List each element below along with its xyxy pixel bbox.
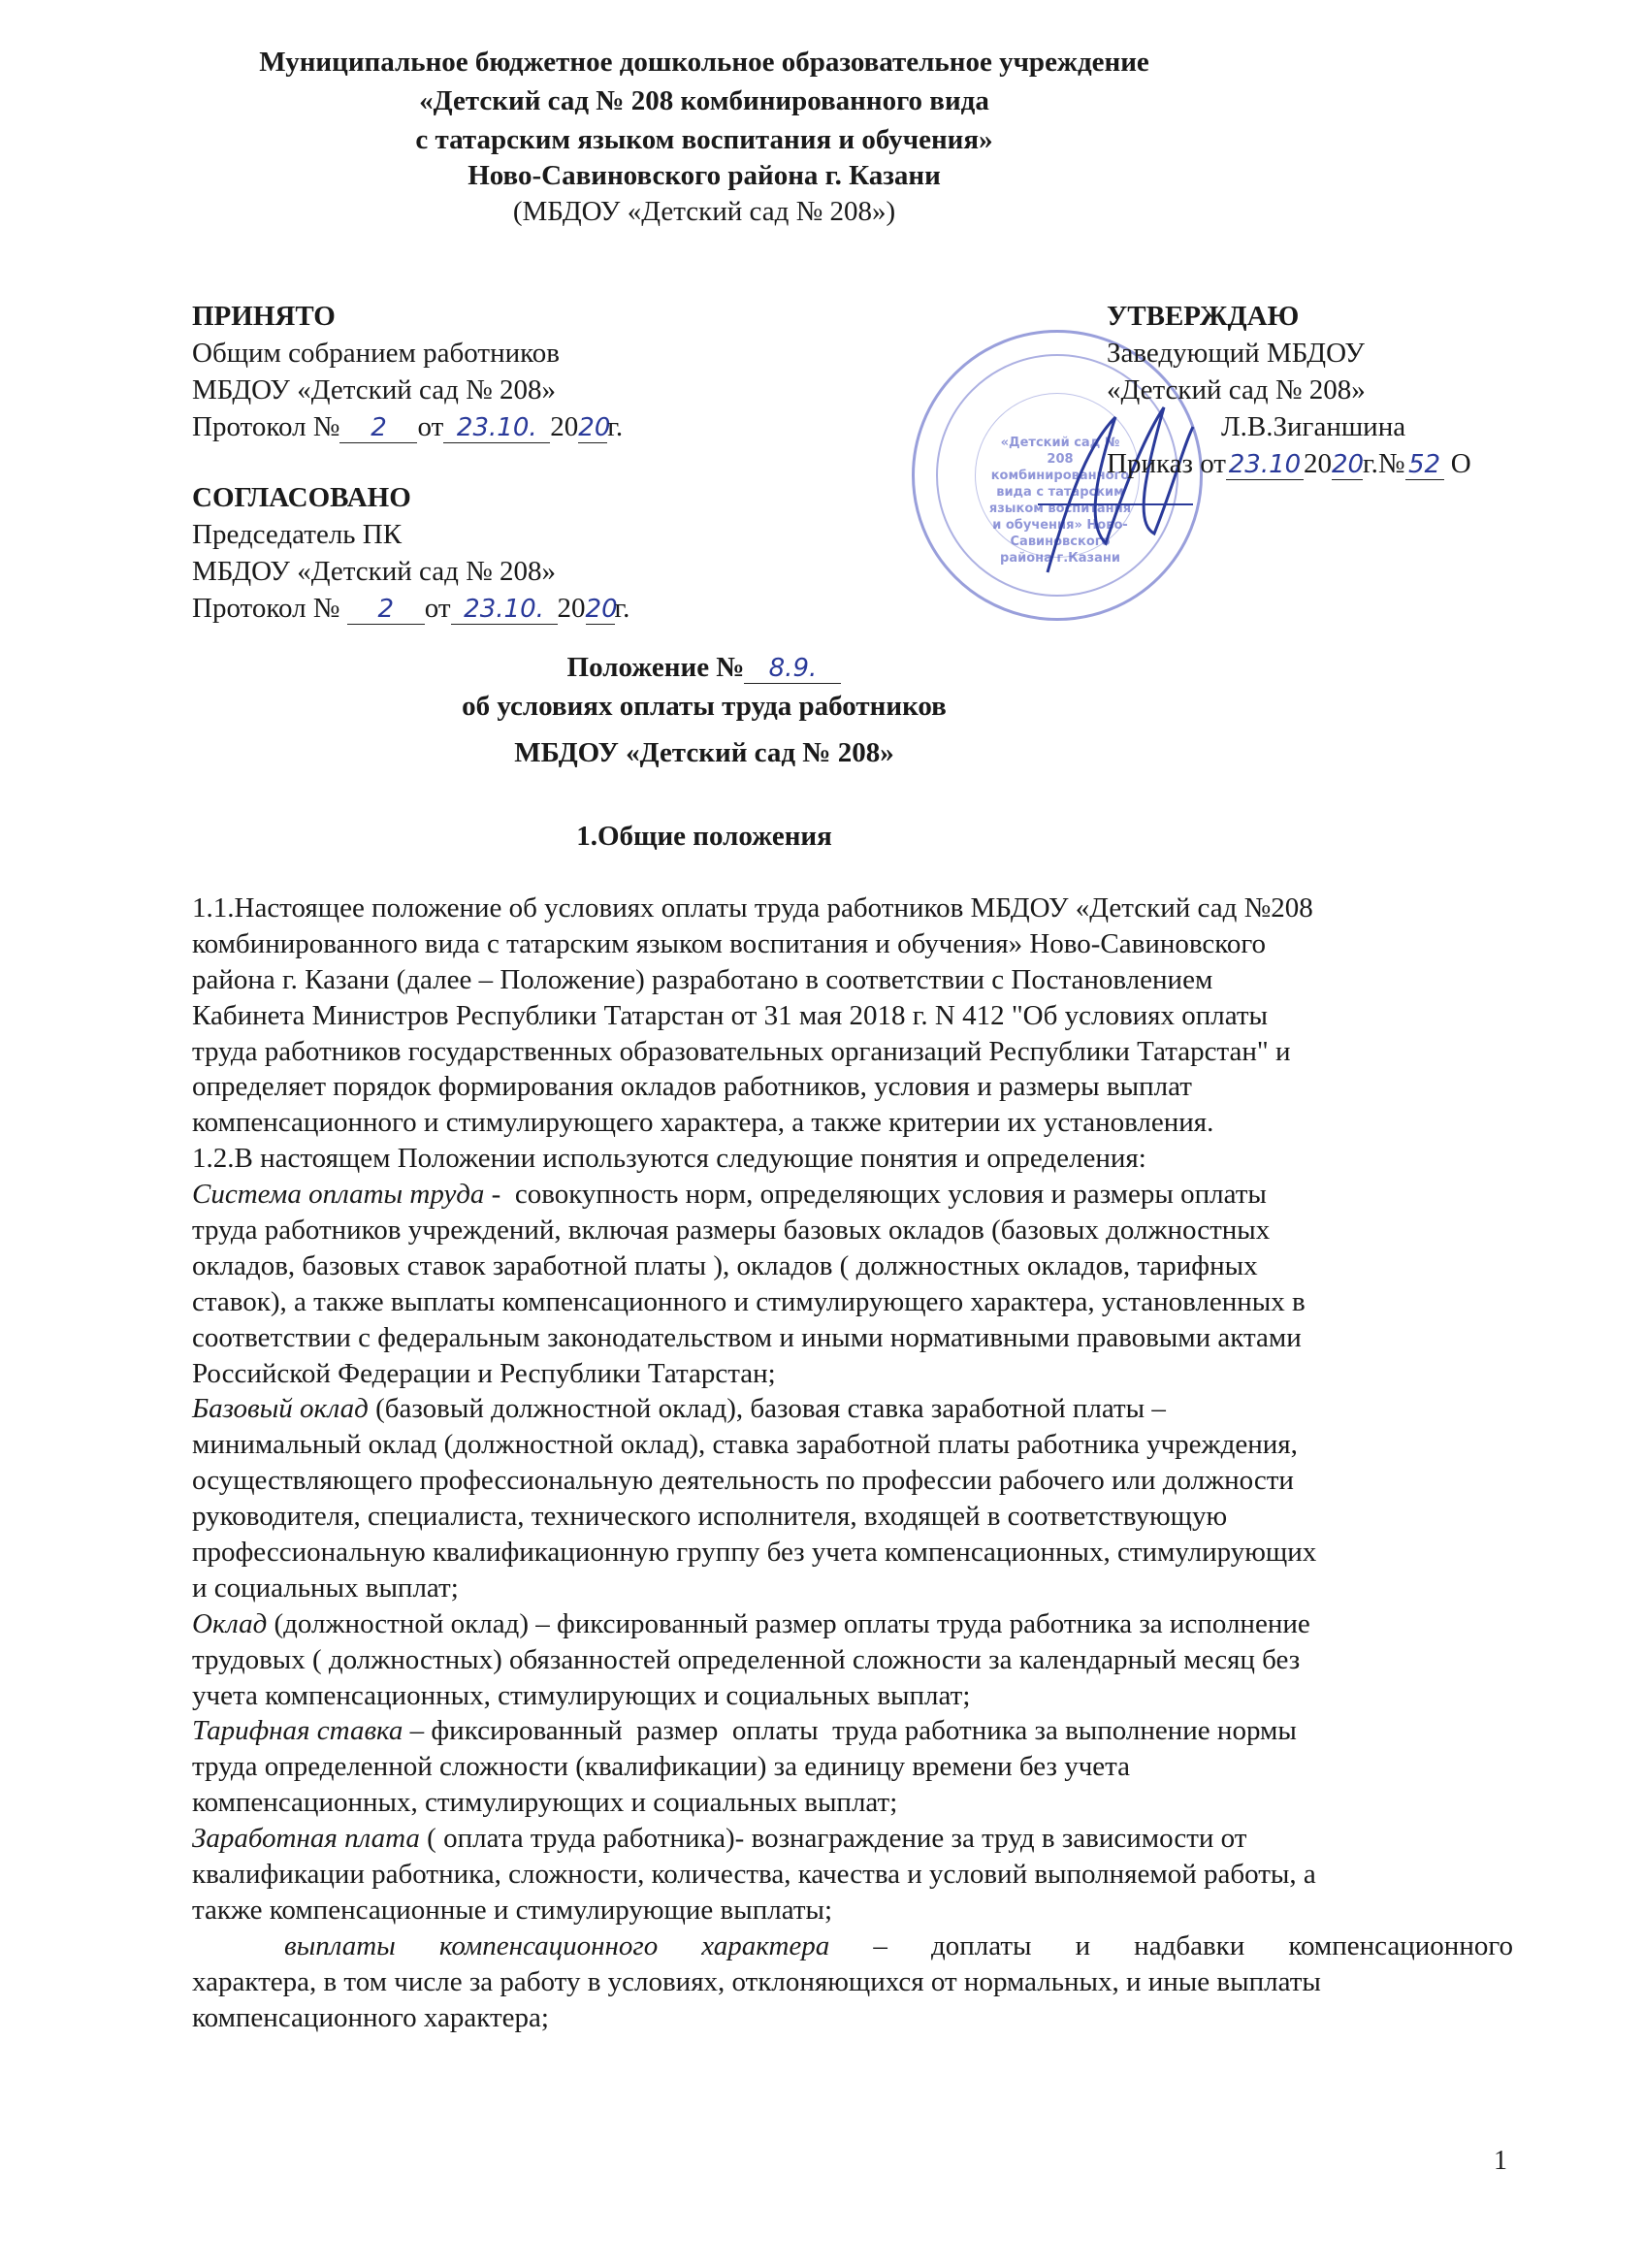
defined-term: Заработная плата [192,1823,420,1855]
order-number-label: г.№ [1362,448,1405,479]
approved-order [1107,445,1471,482]
body-line [192,1606,1513,1642]
order-label: Приказ от [1107,448,1226,479]
body-line [192,1893,1513,1928]
body-text-segment: и социальных выплат; [192,1571,459,1604]
body-text-segment: труда определенной сложности (квалификации) за единицу времени без учета [192,1751,1131,1783]
body-line [192,1821,1513,1857]
protocol-number-handwritten: 2 [347,595,425,625]
agreed-line-2: МБДОУ «Детский сад № 208» [192,556,557,587]
agreed-block [192,479,629,627]
approved-line-2: «Детский сад № 208» [1107,374,1366,405]
from-label: от [424,593,451,624]
protocol-number-handwritten: 2 [339,413,417,443]
accepted-protocol [192,408,623,445]
year-handwritten: 20 [578,413,611,442]
year-prefix: 20 [550,411,579,442]
title-prefix: Положение № [566,652,745,683]
body-text-segment: Российской Федерации и Республики Татарстан; [192,1357,776,1389]
protocol-label: Протокол № [192,593,340,624]
body-line [192,1141,1513,1177]
body-text-segment: трудовых ( должностных) обязанностей определенной сложности за календарный месяц без [192,1643,1301,1675]
protocol-label: Протокол № [192,411,340,442]
body-line [192,1785,1513,1821]
body-line [192,1642,1513,1678]
body-text-segment: 1.1.Настоящее положение об условиях оплаты труда работников МБДОУ «Детский сад №208 [192,892,1313,923]
body-line [192,1678,1513,1714]
body-text-segment: 1.2.В настоящем Положении используются следующие понятия и определения: [192,1143,1146,1175]
body-text-segment: ( оплата труда работника)- вознаграждение за труд в зависимости от [419,1823,1247,1855]
body-line [192,1177,1513,1213]
body-text-segment: определяет порядок формирования окладов работников, условия и размеры выплат [192,1071,1192,1103]
body-text-segment: ставок), а также выплаты компенсационного и стимулирующего характера, установленных в [192,1285,1306,1317]
body-text-segment: характера, в том числе за работу в условиях, отклоняющихся от нормальных, и иные выплаты [192,1965,1321,1997]
defined-term: Базовый оклад [192,1393,369,1425]
body-text-segment: также компенсационные и стимулирующие выплаты; [192,1894,833,1926]
body-text-segment: (должностной оклад) – фиксированный размер оплаты труда работника за исполнение [267,1607,1310,1639]
defined-term: Тарифная ставка [192,1715,403,1747]
body-line [192,1356,1513,1392]
body-text-segment: квалификации работника, сложности, количества, качества и условий выполняемой работы, а [192,1859,1316,1891]
body-text-segment: Кабинета Министров Республики Татарстан от 31 мая 2018 г. N 412 "Об условиях оплаты [192,999,1269,1031]
body-line [192,926,1513,962]
org-name-line-3: с татарским языком воспитания и обучения» [415,124,993,155]
agreed-title: СОГЛАСОВАНО [192,482,411,513]
order-date-handwritten: 23.10 [1226,450,1304,480]
section-heading: 1.Общие положения [576,821,832,852]
body-text [192,891,1513,2036]
accepted-line-2: МБДОУ «Детский сад № 208» [192,374,557,405]
body-line [192,962,1513,998]
body-line [192,1105,1513,1141]
title-line-2: об условиях оплаты труда работников [462,691,947,722]
body-text-segment: – доплаты и надбавки компенсационного [873,1929,1514,1961]
body-line [192,2000,1513,2036]
body-line [192,1391,1513,1427]
body-line [192,1857,1513,1893]
body-line [192,1034,1513,1070]
body-text-segment: окладов, базовых ставок заработной платы ), окладов ( должностных окладов, тарифных [192,1249,1258,1281]
defined-term: Оклад [192,1607,268,1639]
body-line [192,1713,1513,1749]
body-line [192,1749,1513,1785]
approved-block [1107,298,1471,482]
body-text-segment: района г. Казани (далее – Положение) разработано в соответствии с Постановлением [192,963,1213,995]
body-text-segment: труда работников государственных образовательных организаций Республики Татарстан" и [192,1035,1291,1067]
approved-line-1: Заведующий МБДОУ [1107,338,1365,369]
from-label: от [417,411,444,442]
page-number: 1 [1494,2146,1507,2176]
year-prefix: 20 [557,593,586,624]
year-handwritten: 20 [585,595,618,624]
body-line [192,1571,1513,1606]
body-text-segment: профессиональную квалификационную группу без учета компенсационных, стимулирующих [192,1537,1317,1569]
title-line-3: МБДОУ «Детский сад № 208» [514,737,894,768]
org-short-name: (МБДОУ «Детский сад № 208») [512,196,896,227]
body-line [192,1213,1513,1248]
body-line [192,1964,1513,2000]
org-name-line-4: Ново-Савиновского района г. Казани [468,160,941,191]
accepted-block [192,298,623,445]
body-line [192,998,1513,1034]
body-line [192,1248,1513,1284]
year-handwritten: 20 [1331,450,1365,479]
agreed-line-1: Председатель ПК [192,519,403,550]
body-text-segment: компенсационных, стимулирующих и социальных выплат; [192,1787,898,1819]
accepted-title: ПРИНЯТО [192,301,336,332]
year-suffix: г. [614,593,630,624]
title-number-handwritten: 8.9. [744,654,841,684]
body-text-segment: учета компенсационных, стимулирующих и социальных выплат; [192,1679,971,1711]
body-line [192,1069,1513,1105]
body-line [192,1535,1513,1571]
org-name-line-1: Муниципальное бюджетное дошкольное образовательное учреждение [259,47,1149,78]
order-number-handwritten: 52 [1405,450,1444,480]
body-text-segment: (базовый должностной оклад), базовая ставка заработной платы – [368,1393,1166,1425]
defined-term: выплаты компенсационного характера [284,1929,830,1961]
body-line [192,891,1513,926]
body-text-segment: труда работников учреждений, включая размеры базовых окладов (базовых должностных [192,1215,1271,1247]
body-text-segment: комбинированного вида с татарским языком воспитания и обучения» Ново-Савиновского [192,927,1267,959]
body-text-segment: руководителя, специалиста, технического исполнителя, входящей в соответствующую [192,1501,1228,1533]
approved-signer: Л.В.Зиганшина [1221,411,1406,442]
year-prefix: 20 [1303,448,1332,479]
body-text-segment: минимальный оклад (должностной оклад), ставка заработной платы работника учреждения, [192,1429,1298,1461]
body-text-segment: совокупность норм, определяющих условия и размеры оплаты [500,1179,1267,1211]
protocol-date-handwritten: 23.10. [451,595,558,625]
org-name-line-2: «Детский сад № 208 комбинированного вида [419,85,989,116]
year-suffix: г. [607,411,624,442]
body-text-segment: компенсационного характера; [192,2001,549,2033]
order-suffix: О [1450,448,1471,479]
body-line [192,1284,1513,1320]
body-line [192,1427,1513,1463]
body-text-segment: осуществляющего профессиональную деятельность по профессии рабочего или должности [192,1465,1294,1497]
accepted-line-1: Общим собранием работников [192,338,560,369]
stamp-text: «Детский сад № 208 комбинированного вида с татарским языком воспитания и обучения» Ново-Савиновского района г.Казани [988,436,1132,566]
body-line [192,1928,1513,1964]
body-line [192,1320,1513,1356]
agreed-protocol [192,590,629,627]
defined-term: Система оплаты труда - [192,1179,501,1211]
body-text-segment: соответствии с федеральным законодательством и иными нормативными правовыми актами [192,1321,1302,1353]
protocol-date-handwritten: 23.10. [443,413,550,443]
body-line [192,1499,1513,1535]
body-text-segment: – фиксированный размер оплаты труда работника за выполнение нормы [403,1715,1297,1747]
body-text-segment: компенсационного и стимулирующего характера, а также критерии их установления. [192,1107,1214,1139]
document-title [0,650,1408,685]
approved-title: УТВЕРЖДАЮ [1107,301,1300,332]
body-line [192,1463,1513,1499]
